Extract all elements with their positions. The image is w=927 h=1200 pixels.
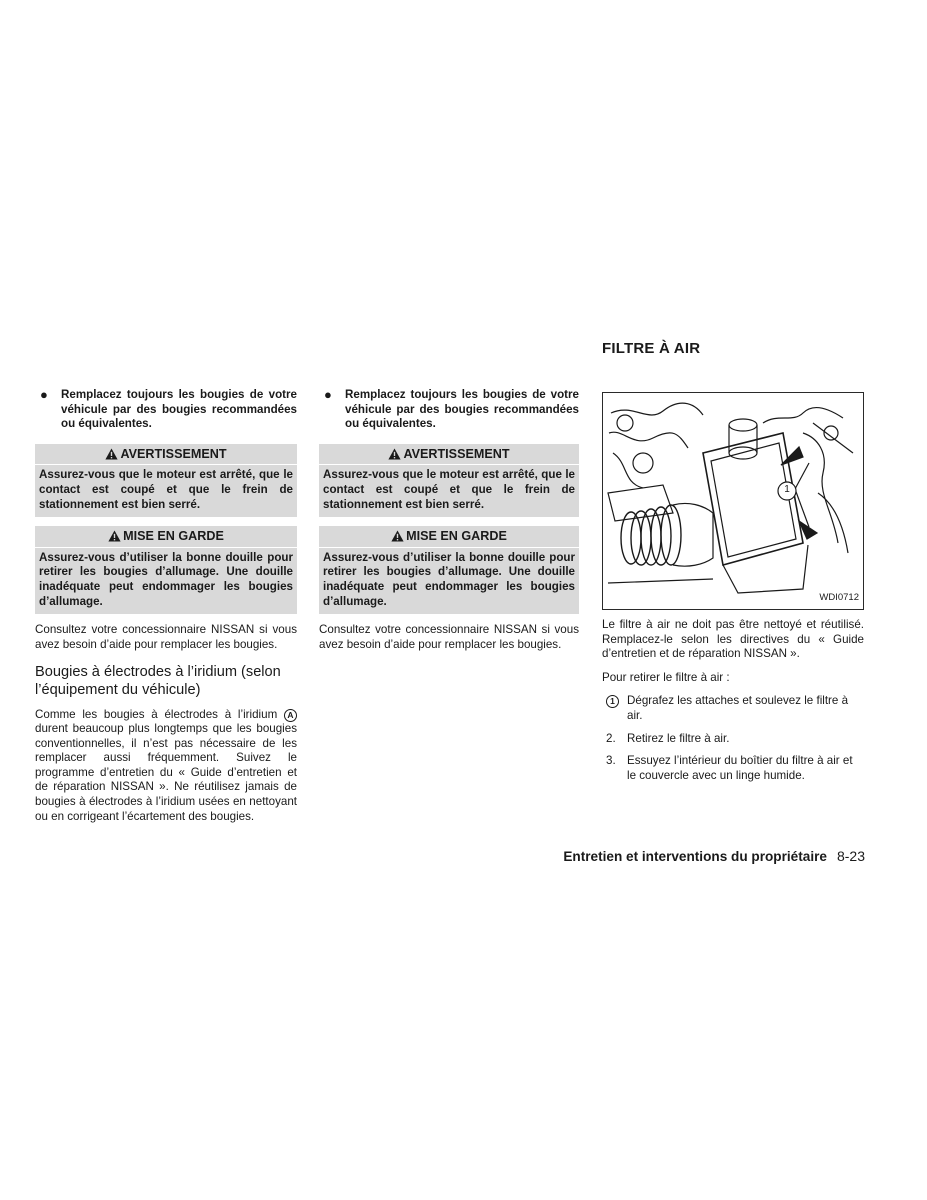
caution-body: Assurez-vous d’utiliser la bonne douille pour retirer les bougies d’allumage. Une douille inadéquate peut endommager les bougies d’allumage. bbox=[323, 550, 575, 608]
bullet-text: Remplacez toujours les bougies de votre véhicule par des bougies recommandées ou équivalentes. bbox=[345, 388, 579, 431]
warning-triangle-icon bbox=[391, 530, 404, 542]
step-text: Retirez le filtre à air. bbox=[627, 731, 730, 745]
caution-body: Assurez-vous d’utiliser la bonne douille pour retirer les bougies d’allumage. Une douille inadéquate peut endommager les bougies d’allumage. bbox=[39, 550, 293, 608]
caution-title: MISE EN GARDE bbox=[406, 529, 507, 544]
warning-title: AVERTISSEMENT bbox=[120, 446, 227, 461]
warning-header bbox=[35, 444, 297, 466]
warning-box bbox=[319, 444, 579, 517]
warning-box bbox=[35, 444, 297, 517]
iridium-subheading: Bougies à électrodes à l’iridium (selon l’équipement du véhicule) bbox=[35, 664, 281, 698]
callout-1-label: 1 bbox=[784, 484, 790, 495]
step-text: Dégrafez les attaches et soulevez le filtre à air. bbox=[627, 694, 849, 722]
marker-a-icon: A bbox=[284, 709, 297, 722]
warning-body: Assurez-vous que le moteur est arrêté, que le contact est coupé et que le frein de stationnement est bien serré. bbox=[39, 468, 293, 511]
warning-triangle-icon bbox=[388, 448, 401, 460]
caution-header bbox=[319, 526, 579, 548]
step-number: 3. bbox=[606, 754, 616, 768]
figure-code: WDI0712 bbox=[819, 592, 859, 604]
warning-header bbox=[319, 444, 579, 466]
warning-triangle-icon bbox=[108, 530, 121, 542]
bullet-dot-icon: ● bbox=[324, 387, 332, 402]
caution-box bbox=[35, 526, 297, 614]
warning-body: Assurez-vous que le moteur est arrêté, que le contact est coupé et que le frein de stationnement est bien serré. bbox=[323, 468, 575, 511]
caution-box bbox=[319, 526, 579, 614]
caution-title: MISE EN GARDE bbox=[123, 529, 224, 544]
middle-column bbox=[319, 388, 579, 664]
step-number bbox=[606, 694, 619, 709]
step-text: Essuyez l’intérieur du boîtier du filtre à air et le couvercle avec un linge humide. bbox=[627, 754, 853, 782]
page-number: 8-23 bbox=[836, 848, 865, 864]
engine-bay-illustration bbox=[602, 392, 864, 610]
bullet-dot-icon: ● bbox=[40, 387, 48, 402]
right-column bbox=[602, 392, 864, 791]
step-item bbox=[602, 732, 864, 747]
bullet-text: Remplacez toujours les bougies de votre véhicule par des bougies recommandées ou équivalentes. bbox=[61, 388, 297, 431]
step-1-marker-icon: 1 bbox=[606, 695, 619, 708]
bullet-item bbox=[319, 388, 579, 432]
engine-bay-drawing bbox=[603, 393, 863, 609]
warning-title: AVERTISSEMENT bbox=[403, 446, 510, 461]
left-column bbox=[35, 388, 297, 836]
section-title: FILTRE À AIR bbox=[602, 340, 701, 357]
filter-lead: Pour retirer le filtre à air : bbox=[602, 670, 730, 684]
filter-intro: Le filtre à air ne doit pas être nettoyé et réutilisé. Remplacez-le selon les directives du « Guide d’entretien et de réparation NISSAN ». bbox=[602, 618, 864, 661]
iridium-text-before: Comme les bougies à électrodes à l’iridium bbox=[35, 707, 278, 721]
consult-paragraph: Consultez votre concessionnaire NISSAN si vous avez besoin d’aide pour remplacer les bougies. bbox=[35, 623, 297, 651]
warning-triangle-icon bbox=[105, 448, 118, 460]
iridium-paragraph bbox=[35, 708, 297, 825]
step-number: 2. bbox=[606, 731, 616, 745]
caution-header bbox=[35, 526, 297, 548]
bullet-item bbox=[35, 388, 297, 432]
page-footer bbox=[563, 848, 865, 864]
step-item bbox=[602, 694, 864, 723]
footer-chapter: Entretien et interventions du propriétaire bbox=[563, 849, 827, 864]
step-item bbox=[602, 754, 864, 783]
iridium-text-after: durent beaucoup plus longtemps que les bougies conventionnelles, il n’est pas nécessaire de les remplacer aussi fréquemment. Suivez le programme d’entretien du « Guide d’entretien et de réparation NISSAN ». Ne réutilisez jamais de bougies à électrodes à l’iridium usées en nettoyant ou en corrigeant l’écartement des bougies. bbox=[35, 722, 297, 823]
consult-paragraph: Consultez votre concessionnaire NISSAN si vous avez besoin d’aide pour remplacer les bougies. bbox=[319, 623, 579, 651]
